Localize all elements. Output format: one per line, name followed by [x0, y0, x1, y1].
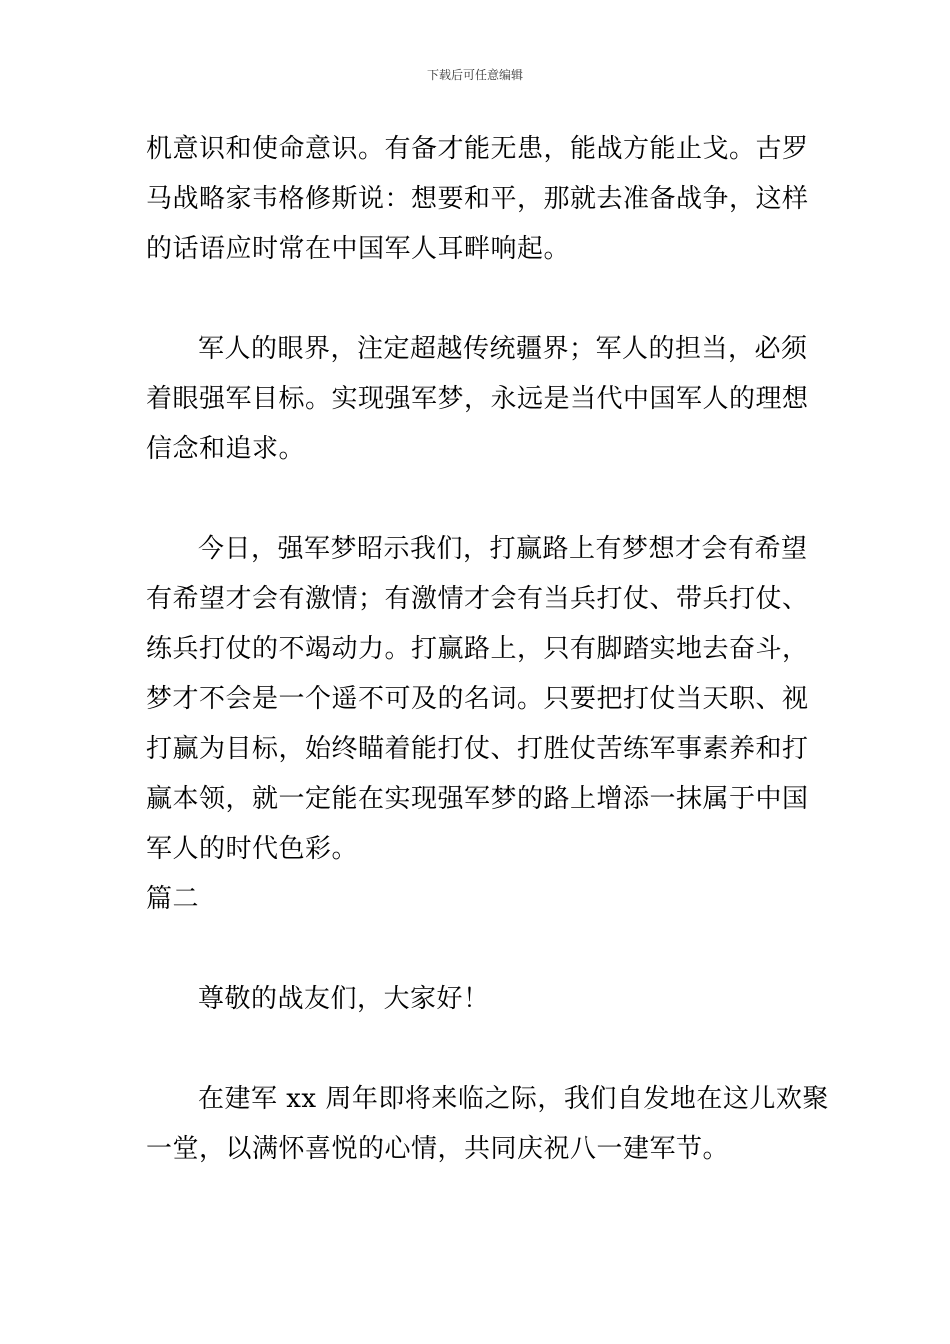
- paragraph-line: 着眼强军目标。实现强军梦，永远是当代中国军人的理想: [146, 384, 809, 414]
- paragraph-line: 练兵打仗的不竭动力。打赢路上，只有脚踏实地去奋斗，: [146, 634, 809, 664]
- paragraph-line: 马战略家韦格修斯说：想要和平，那就去准备战争，这样: [146, 184, 809, 214]
- paragraph-line: 赢本领，就一定能在实现强军梦的路上增添一抹属于中国: [146, 784, 809, 814]
- section-title: 篇二: [146, 884, 200, 914]
- greeting: 尊敬的战友们，大家好！: [198, 984, 490, 1014]
- paragraph-line: 军人的时代色彩。: [146, 834, 359, 864]
- paragraph-line: 信念和追求。: [146, 434, 306, 464]
- paragraph-line: 的话语应时常在中国军人耳畔响起。: [146, 234, 571, 264]
- paragraph-line: 军人的眼界，注定超越传统疆界；军人的担当，必须: [198, 334, 808, 364]
- paragraph-line: 在建军 xx 周年即将来临之际，我们自发地在这儿欢聚: [198, 1084, 829, 1114]
- paragraph-line: 梦才不会是一个遥不可及的名词。只要把打仗当天职、视: [146, 684, 809, 714]
- paragraph-line: 一堂，以满怀喜悦的心情，共同庆祝八一建军节。: [146, 1134, 730, 1164]
- page-header: 下载后可任意编辑: [426, 68, 523, 82]
- paragraph-line: 有希望才会有激情；有激情才会有当兵打仗、带兵打仗、: [146, 584, 809, 614]
- paragraph-line: 今日，强军梦昭示我们，打赢路上有梦想才会有希望: [198, 534, 808, 564]
- paragraph-line: 打赢为目标，始终瞄着能打仗、打胜仗苦练军事素养和打: [146, 734, 809, 764]
- paragraph-line: 机意识和使命意识。有备才能无患，能战方能止戈。古罗: [146, 134, 809, 164]
